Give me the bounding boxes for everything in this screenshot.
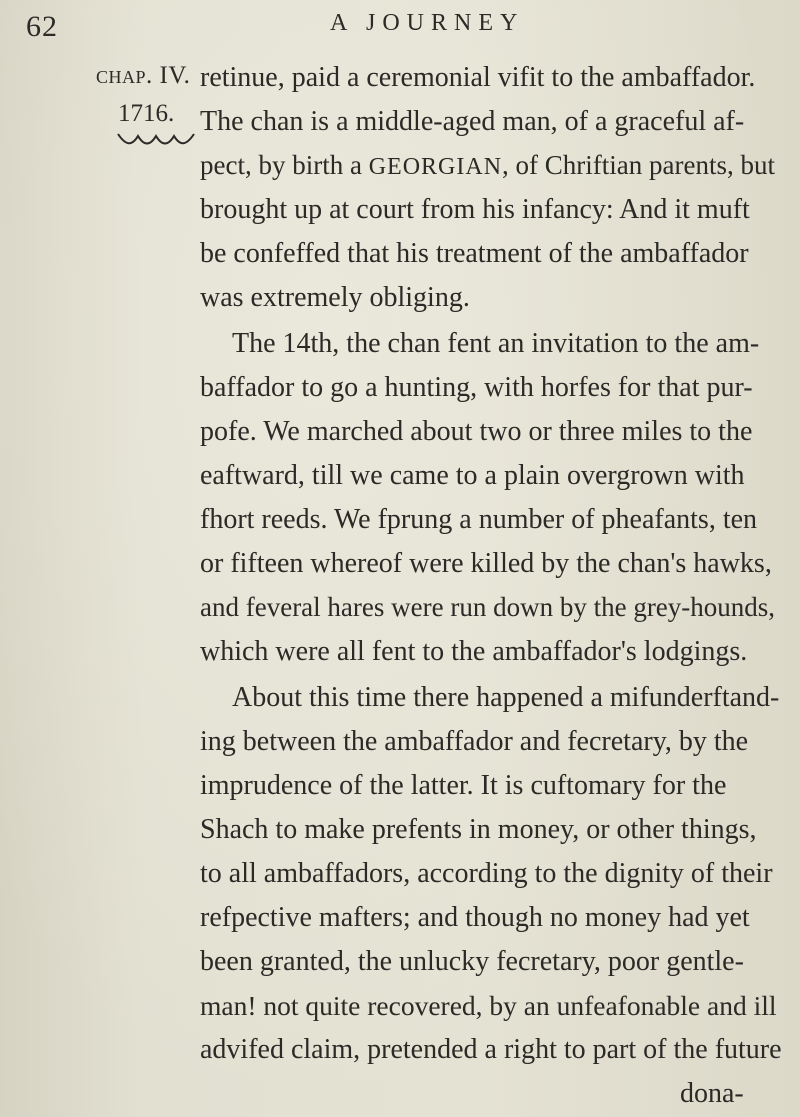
text-line-12: or fifteen whereof were killed by the chan's hawks, xyxy=(200,548,772,579)
text-line-20: refpective mafters; and though no money had yet xyxy=(200,902,750,933)
text-line-15: About this time there happened a mifunderftand- xyxy=(232,682,780,713)
text-segment: , of Chriftian parents, but xyxy=(502,150,775,180)
text-line-22: man! not quite recovered, by an unfeafonable and ill xyxy=(200,990,777,1021)
text-segment: pect, by birth a xyxy=(200,150,362,180)
small-caps-word: GEORGIAN xyxy=(368,154,503,180)
text-line-21: been granted, the unlucky fecretary, poor gentle- xyxy=(200,946,744,977)
chapter-marginal-note: chap. IV. xyxy=(96,62,191,89)
page-number: 62 xyxy=(26,10,58,43)
text-line-18: Shach to make prefents in money, or other things, xyxy=(200,814,757,845)
text-line-11: fhort reeds. We fprung a number of pheafants, ten xyxy=(200,504,758,535)
running-head: A JOURNEY xyxy=(330,10,525,36)
text-line-9: pofe. We marched about two or three miles to the xyxy=(200,416,753,447)
text-line-5: be confeffed that his treatment of the ambaffador xyxy=(200,238,749,269)
text-line-3 xyxy=(200,152,775,179)
text-line-7: The 14th, the chan fent an invitation to the am- xyxy=(232,328,760,359)
text-line-13: and feveral hares were run down by the grey-hounds, xyxy=(200,592,776,622)
text-line-19: to all ambaffadors, according to the dignity of their xyxy=(200,858,773,889)
text-line-10: eaftward, till we came to a plain overgrown with xyxy=(200,460,745,491)
year-marginal-note: 1716. xyxy=(118,100,175,127)
text-line-6: was extremely obliging. xyxy=(200,282,470,313)
text-line-8: baffador to go a hunting, with horfes for that pur- xyxy=(200,372,753,403)
flourish-ornament xyxy=(116,130,196,148)
text-line-17: imprudence of the latter. It is cuftomary for the xyxy=(200,770,727,801)
text-line-23: advifed claim, pretended a right to part of the future xyxy=(200,1034,782,1065)
text-line-2: The chan is a middle-aged man, of a graceful af- xyxy=(200,106,745,137)
text-line-16: ing between the ambaffador and fecretary, by the xyxy=(200,726,749,757)
text-line-14: which were all fent to the ambaffador's lodgings. xyxy=(200,636,748,667)
text-line-1: retinue, paid a ceremonial vifit to the ambaffador. xyxy=(200,62,756,93)
text-line-4: brought up at court from his infancy: And it muft xyxy=(200,194,750,225)
catchword: dona- xyxy=(680,1078,744,1109)
